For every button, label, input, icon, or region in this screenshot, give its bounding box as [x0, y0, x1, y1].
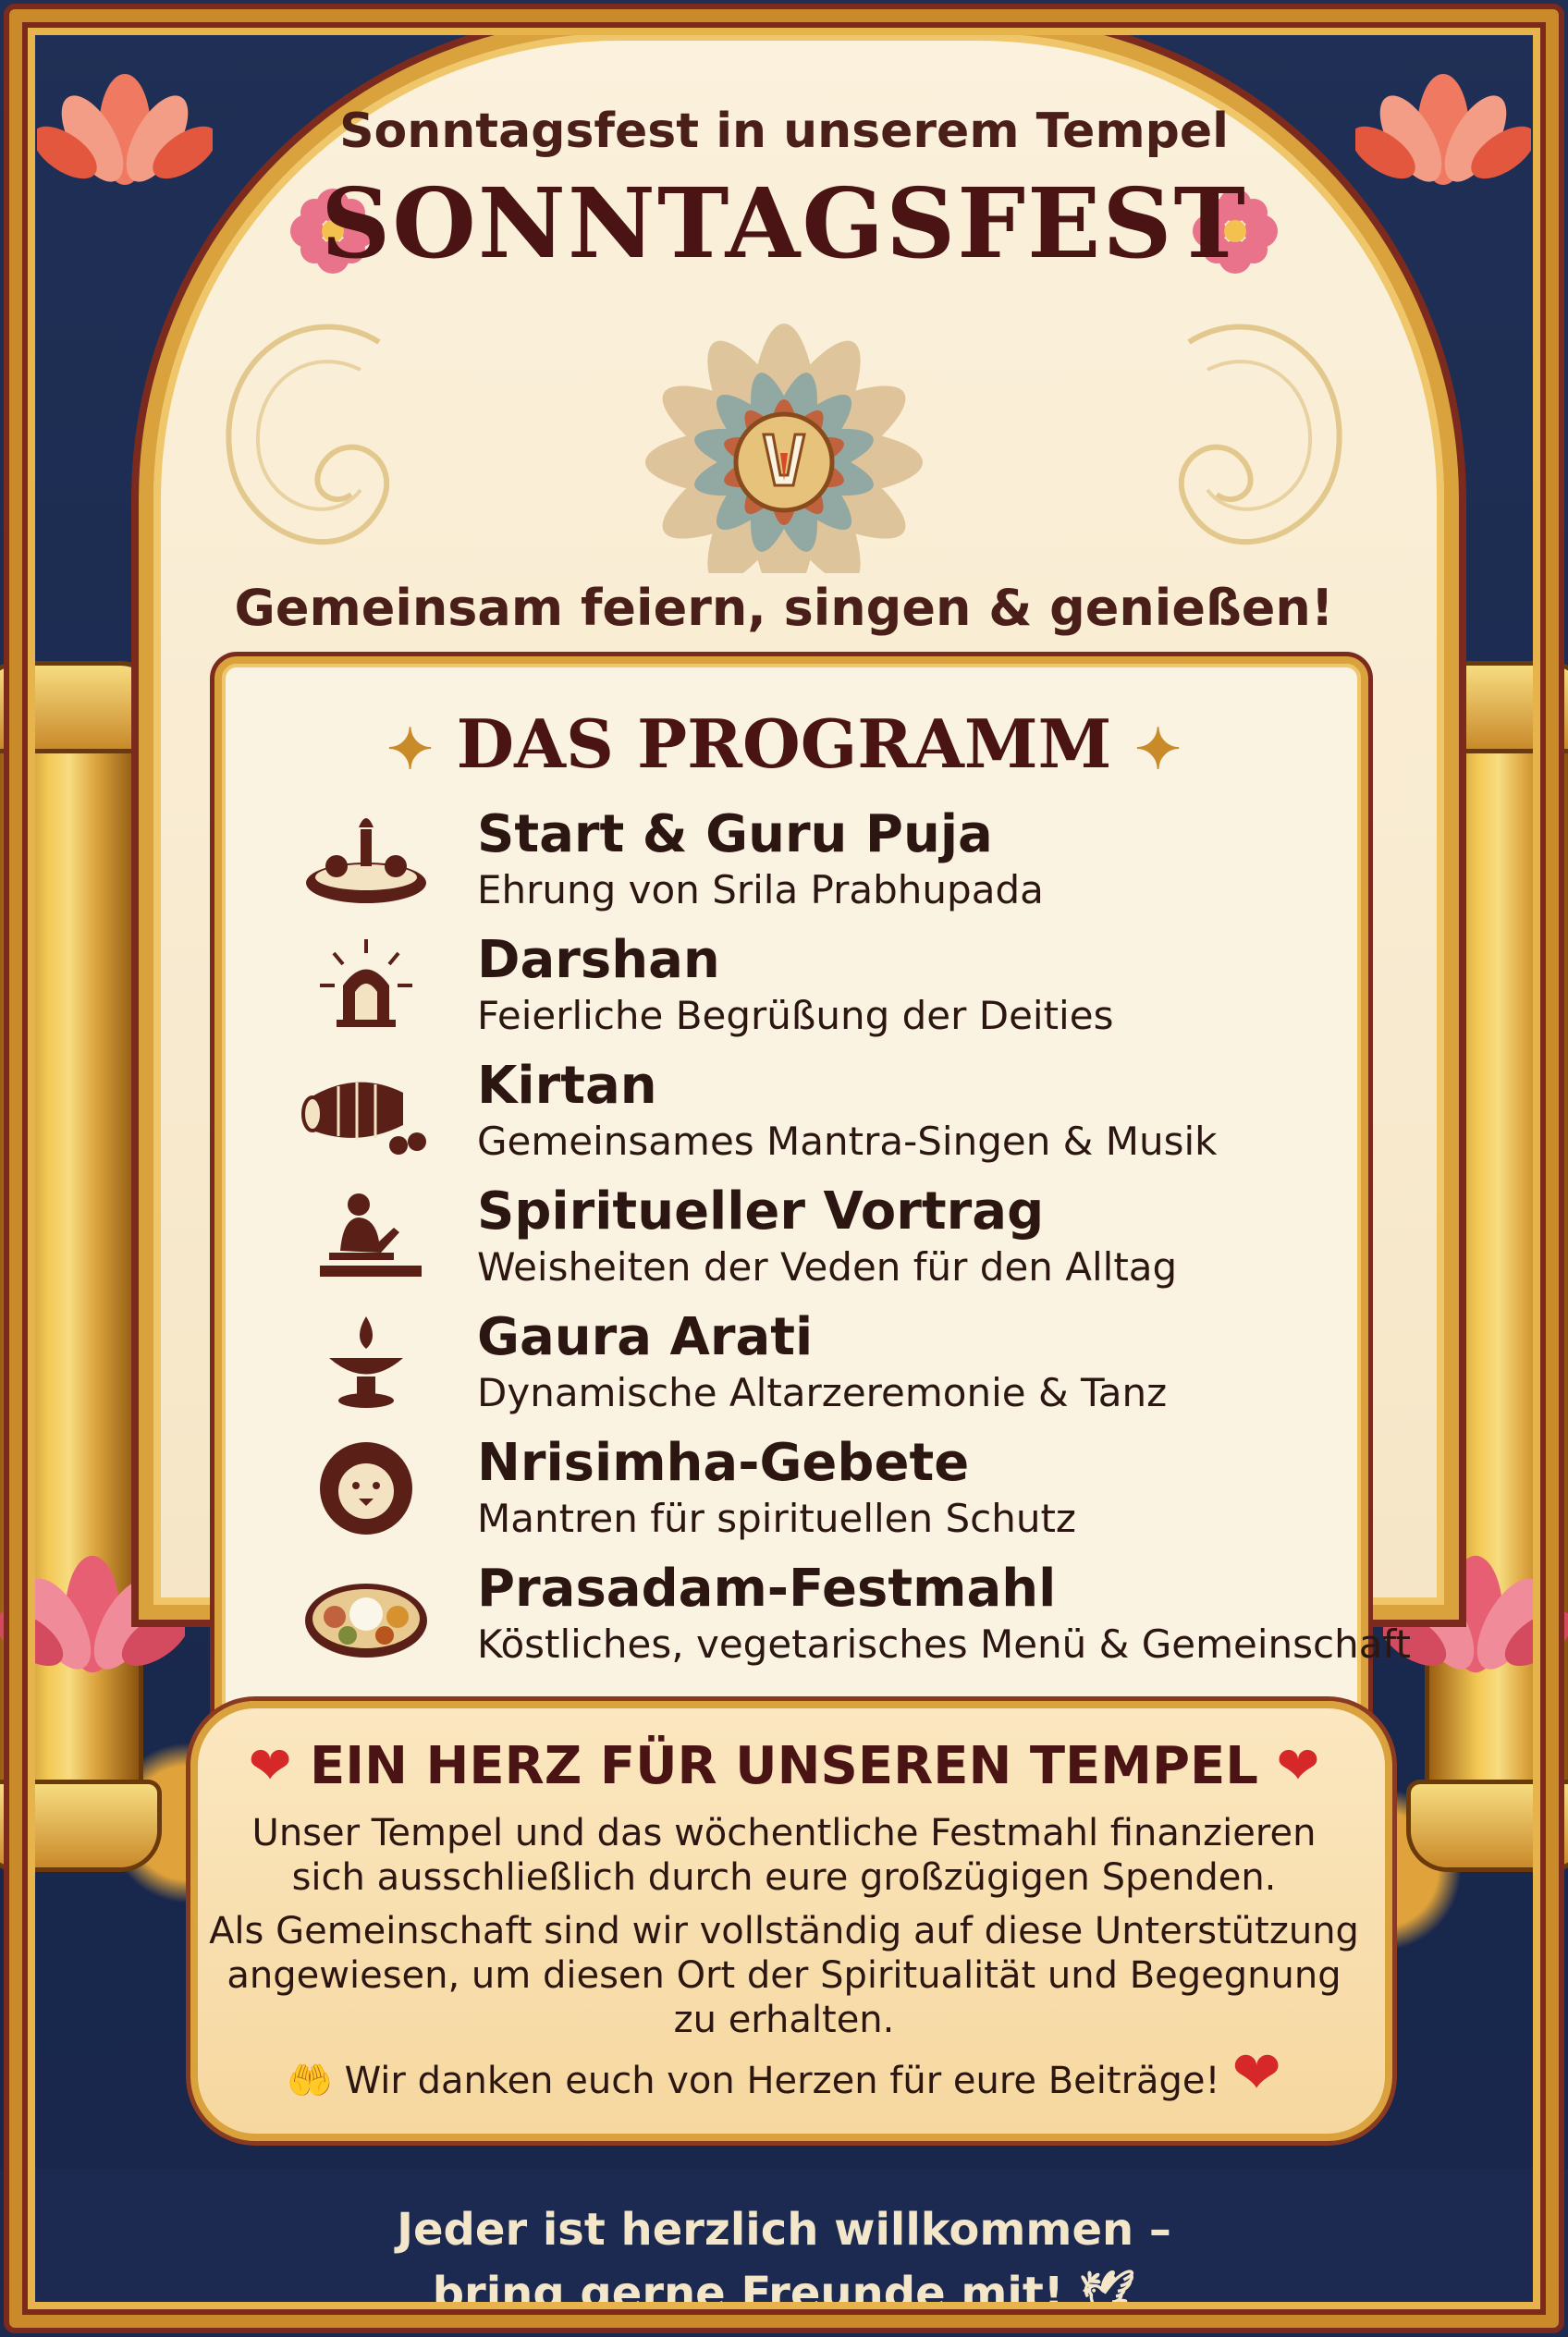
program-item-desc: Feierliche Begrüßung der Deities — [477, 993, 1114, 1038]
program-item-name: Prasadam-Festmahl — [477, 1559, 1057, 1619]
lion-icon — [301, 1433, 431, 1544]
program-item-name: Start & Guru Puja — [477, 804, 993, 864]
lamp-icon — [301, 1307, 431, 1418]
dove-icon: 🕊 — [1079, 2268, 1136, 2319]
donation-heading-text: EIN HERZ FÜR UNSEREN TEMPEL — [310, 1736, 1258, 1796]
program-item-name: Kirtan — [477, 1056, 657, 1116]
program-item-desc: Köstliches, vegetarisches Menü & Gemeinschaft — [477, 1621, 1412, 1667]
program-item-name: Spiritueller Vortrag — [477, 1181, 1045, 1242]
altar-icon — [301, 930, 431, 1041]
sparkle-right-icon: ✦ — [1134, 717, 1182, 782]
program-item — [301, 1433, 1365, 1553]
program-item — [301, 804, 1365, 924]
donation-line: Als Gemeinschaft sind wir vollständig auf diese Unterstützung — [209, 1910, 1359, 1952]
heart-icon: ❤ — [1231, 2039, 1281, 2108]
program-item — [301, 1056, 1365, 1176]
subtitle: Sonntagsfest in unserem Tempel — [339, 104, 1229, 159]
puja-plate-icon — [301, 804, 431, 915]
paisley-right-icon — [1143, 305, 1374, 573]
program-item-name: Darshan — [477, 930, 720, 990]
heart-left-icon: ❤ — [248, 1736, 292, 1796]
program-item-name: Gaura Arati — [477, 1307, 814, 1367]
food-plate-icon — [301, 1559, 431, 1670]
program-item-desc: Ehrung von Srila Prabhupada — [477, 867, 1044, 912]
page-title: SONNTAGSFEST — [321, 166, 1247, 280]
program-item — [301, 1181, 1365, 1302]
donation-thanks — [0, 2039, 1568, 2108]
donation-line: sich ausschließlich durch eure großzügigen Spenden. — [291, 1856, 1277, 1899]
program-item — [301, 930, 1365, 1050]
mandala-tilak-icon — [581, 277, 987, 573]
tagline: Gemeinsam feiern, singen & genießen! — [234, 579, 1334, 637]
giving-hand-icon: 🤲 — [287, 2060, 333, 2102]
program-item — [301, 1307, 1365, 1427]
donation-line: angewiesen, um diesen Ort der Spiritualität und Begegnung — [227, 1954, 1341, 1997]
program-heading-text: DAS PROGRAMM — [456, 704, 1112, 783]
drum-icon — [301, 1056, 431, 1167]
program-item-desc: Weisheiten der Veden für den Alltag — [477, 1244, 1178, 1290]
footer-line-2-text: bring gerne Freunde mit! — [432, 2268, 1064, 2319]
donation-thanks-text: Wir danken euch von Herzen für eure Beiträge! — [344, 2060, 1220, 2102]
program-item-desc: Gemeinsames Mantra-Singen & Musik — [477, 1119, 1218, 1164]
program-item-desc: Dynamische Altarzeremonie & Tanz — [477, 1370, 1168, 1415]
donation-heading — [0, 1736, 1568, 1796]
program-item — [301, 1559, 1412, 1679]
program-item-name: Nrisimha-Gebete — [477, 1433, 970, 1493]
program-item-desc: Mantren für spirituellen Schutz — [477, 1496, 1076, 1541]
donation-line: Unser Tempel und das wöchentliche Festmahl finanzieren — [251, 1812, 1317, 1854]
footer-line-2 — [0, 2267, 1568, 2319]
footer-line-1: Jeder ist herzlich willkommen – — [397, 2204, 1171, 2256]
sparkle-left-icon: ✦ — [386, 717, 434, 782]
program-heading — [0, 704, 1568, 783]
speaker-icon — [301, 1181, 431, 1292]
donation-line: zu erhalten. — [673, 1999, 895, 2041]
heart-right-icon: ❤ — [1276, 1736, 1320, 1796]
paisley-left-icon — [194, 305, 425, 573]
